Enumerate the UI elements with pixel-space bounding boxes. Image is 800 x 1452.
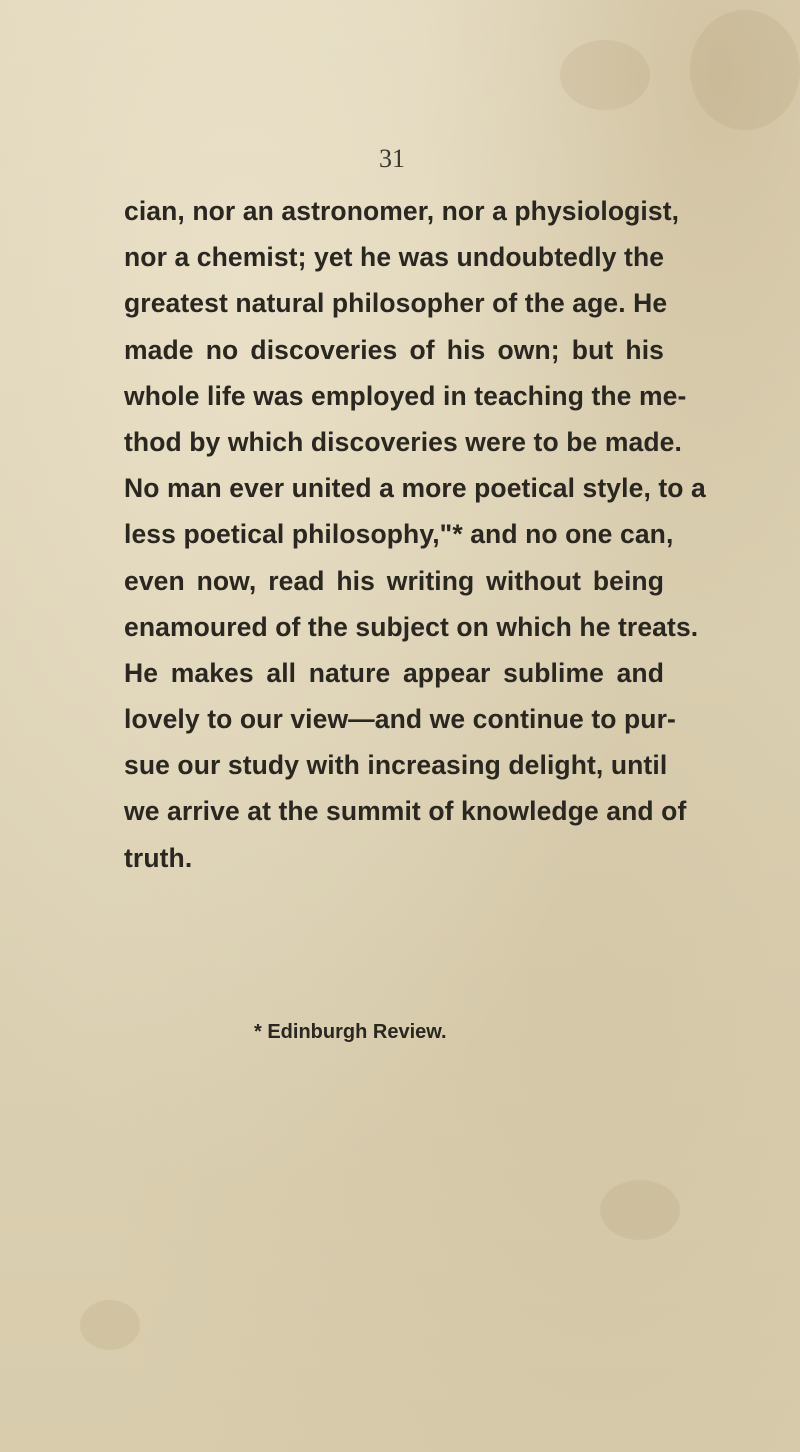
text-line: truth.	[124, 842, 193, 873]
text-line: greatest natural philosopher of the age. He	[124, 288, 668, 319]
text-line: No man ever united a more poetical style, to a	[124, 473, 706, 504]
text-line: sue our study with increasing delight, until	[124, 750, 668, 781]
text-line: whole life was employed in teaching the me-	[124, 380, 687, 411]
paper-stain	[600, 1180, 680, 1240]
text-line: lovely to our view—and we continue to pur-	[124, 704, 676, 735]
text-line: enamoured of the subject on which he treats.	[124, 611, 699, 642]
text-line: made no discoveries of his own; but his	[124, 334, 664, 365]
body-text	[124, 188, 706, 881]
text-line: less poetical philosophy,"* and no one can,	[124, 519, 674, 550]
footnote: * Edinburgh Review.	[254, 1021, 447, 1043]
text-line: thod by which discoveries were to be made.	[124, 426, 682, 457]
text-line: He makes all nature appear sublime and	[124, 657, 664, 688]
text-line: cian, nor an astronomer, nor a physiologist,	[124, 196, 680, 226]
paper-stain	[560, 40, 650, 110]
paper-stain	[690, 10, 800, 130]
text-line: we arrive at the summit of knowledge and of	[124, 796, 687, 827]
text-line: even now, read his writing without being	[124, 565, 664, 596]
paper-stain	[80, 1300, 140, 1350]
page-number: 31	[379, 144, 405, 173]
text-line: nor a chemist; yet he was undoubtedly the	[124, 242, 665, 273]
